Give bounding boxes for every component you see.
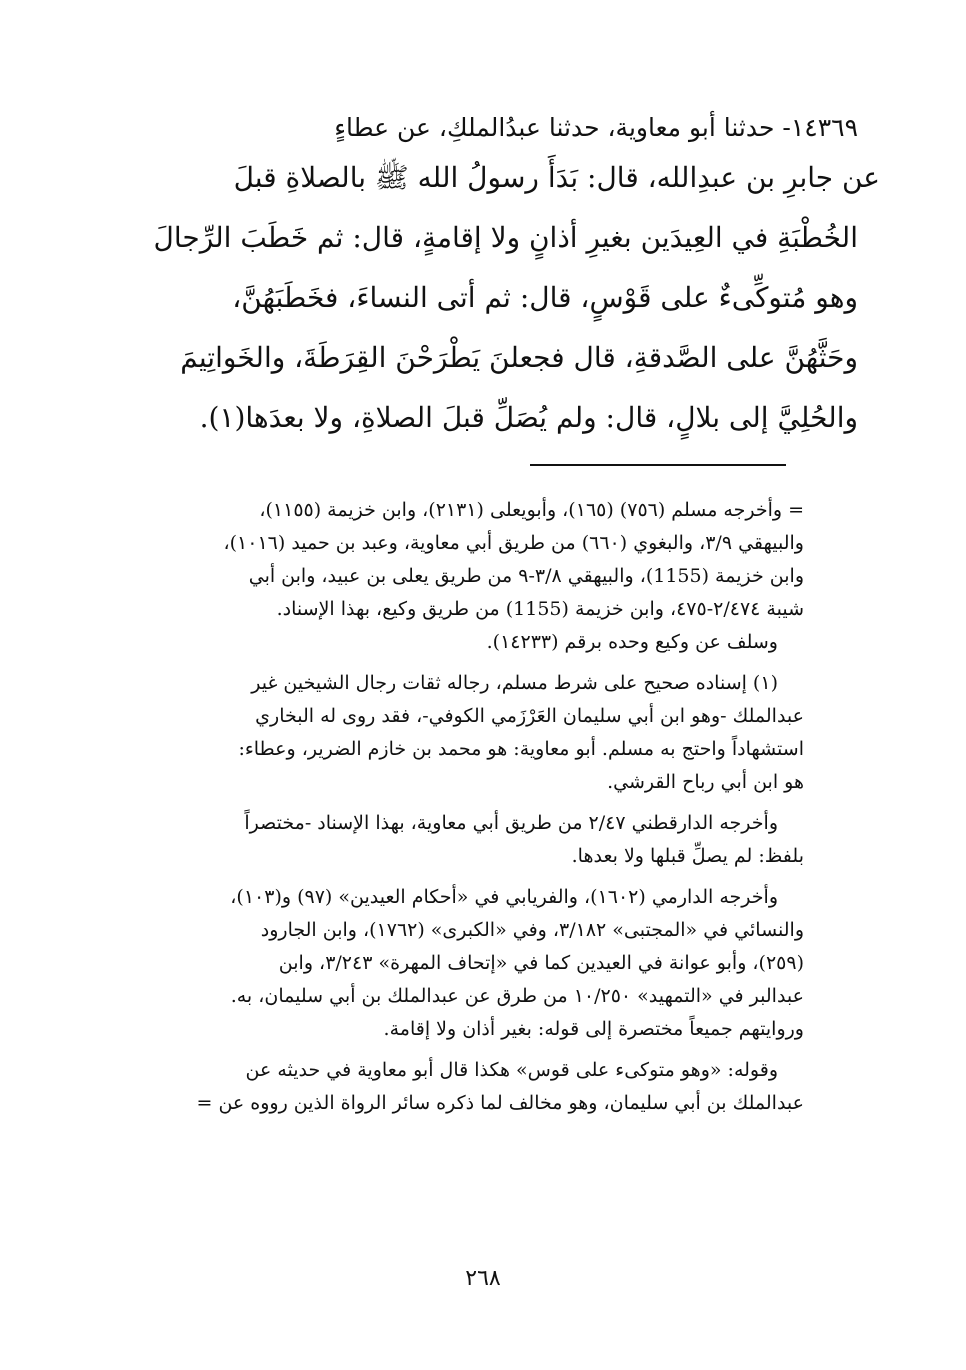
- footnote-divider: [530, 464, 786, 466]
- footnote-paragraph: [80, 807, 804, 873]
- footnote-line: وأخرجه الدارمي (١٦٠٢)، والفريابي في «أحكام العيدين» (٩٧) و(١٠٣)،: [230, 886, 778, 908]
- footnote-paragraph: [80, 1054, 804, 1120]
- footnote-paragraph: [80, 494, 804, 659]
- footnote-line: عبدالبر في «التمهيد» ١٠/٢٥٠ من طرق عن عبدالملك بن أبي سليمان، به.: [230, 985, 804, 1007]
- footnote-line: وابن خزيمة (1155)، والبيهقي ٣/٨-٩ من طريق يعلى بن عبيد، وابن أبي: [248, 565, 804, 587]
- hadith-line: الخُطْبَةِ في العِيدَين بغيرِ أذانٍ ولا إقامةٍ، قال: ثم خَطَبَ الرِّجالَ: [153, 221, 858, 254]
- footnote-paragraph: [80, 881, 804, 1046]
- footnote-line: والنسائي في «المجتبى» ٣/١٨٢، وفي «الكبرى» (١٧٦٢)، وابن الجارود: [260, 919, 804, 941]
- footnote-paragraph: [80, 667, 804, 799]
- footnote-line: استشهاداً واحتج به مسلم. أبو معاوية: هو محمد بن خازم الضرير، وعطاء:: [238, 738, 804, 760]
- hadith-header: ١٤٣٦٩- حدثنا أبو معاوية، حدثنا عبدُالملكِ، عن عطاءٍ: [334, 113, 858, 142]
- footnote-line: بلفظ: لم يصلِّ قبلها ولا بعدها.: [571, 845, 804, 867]
- footnote-line: (٢٥٩)، وأبو عوانة في العيدين كما في «إتحاف المهرة» ٣/٢٤٣، وابن: [278, 952, 804, 974]
- footnote-line: وقوله: «وهو متوكىء على قوس» هكذا قال أبو معاوية في حديثه عن: [245, 1059, 778, 1081]
- hadith-line: وهو مُتوكِّىءٌ على قَوْسٍ، قال: ثم أتى النساءَ، فخَطَبَهُنَّ،: [232, 281, 858, 314]
- footnote-line: وروايتهم جميعاً مختصرة إلى قوله: بغير أذان ولا إقامة.: [383, 1018, 804, 1040]
- footnote-line: عبدالملك بن أبي سليمان، وهو مخالف لما ذكره سائر الرواة الذين رووه عن =: [196, 1092, 804, 1114]
- footnote-line: = وأخرجه مسلم (٧٥٦) (١٦٥)، وأبويعلى (٢١٣١)، وابن خزيمة (١١٥٥)،: [259, 499, 804, 521]
- footnote-line: هو ابن أبي رباح القرشي.: [607, 771, 804, 793]
- footnote-line: (١) إسناده صحيح على شرط مسلم، رجاله ثقات رجال الشيخين غير: [251, 672, 778, 694]
- footnote-line: والبيهقي ٣/٩، والبغوي (٦٦٠) من طريق أبي معاوية، وعبد بن حميد (١٠١٦)،: [223, 532, 804, 554]
- footnotes: [80, 494, 804, 1128]
- footnote-line: وأخرجه الدارقطني ٢/٤٧ من طريق أبي معاوية، بهذا الإسناد -مختصراً: [244, 812, 778, 834]
- footnote-line: وسلف عن وكيع وحده برقم (١٤٢٣٣).: [486, 631, 778, 653]
- hadith-line: عن جابرِ بن عبدِالله، قال: بَدَأَ رسولُ الله ﷺ بالصلاةِ قبلَ: [233, 161, 880, 194]
- hadith-text: [72, 108, 880, 448]
- hadith-line: والحُلِيَّ إلى بلالٍ، قال: ولم يُصَلِّ قبلَ الصلاةِ، ولا بعدَها(١).: [199, 401, 858, 434]
- hadith-line: وحَثَّهُنَّ على الصَّدقةِ، قال فجعلنَ يَطْرَحْنَ القِرَطَةَ، والخَواتِيمَ: [180, 341, 858, 374]
- page-number: ٢٦٨: [465, 1266, 501, 1291]
- footnote-line: شيبة ٢/٤٧٤-٤٧٥، وابن خزيمة (1155) من طريق وكيع، بهذا الإسناد.: [276, 598, 804, 620]
- footnote-line: عبدالملك -وهو ابن أبي سليمان العَرْزَمي الكوفي-، فقد روى له البخاري: [255, 705, 804, 727]
